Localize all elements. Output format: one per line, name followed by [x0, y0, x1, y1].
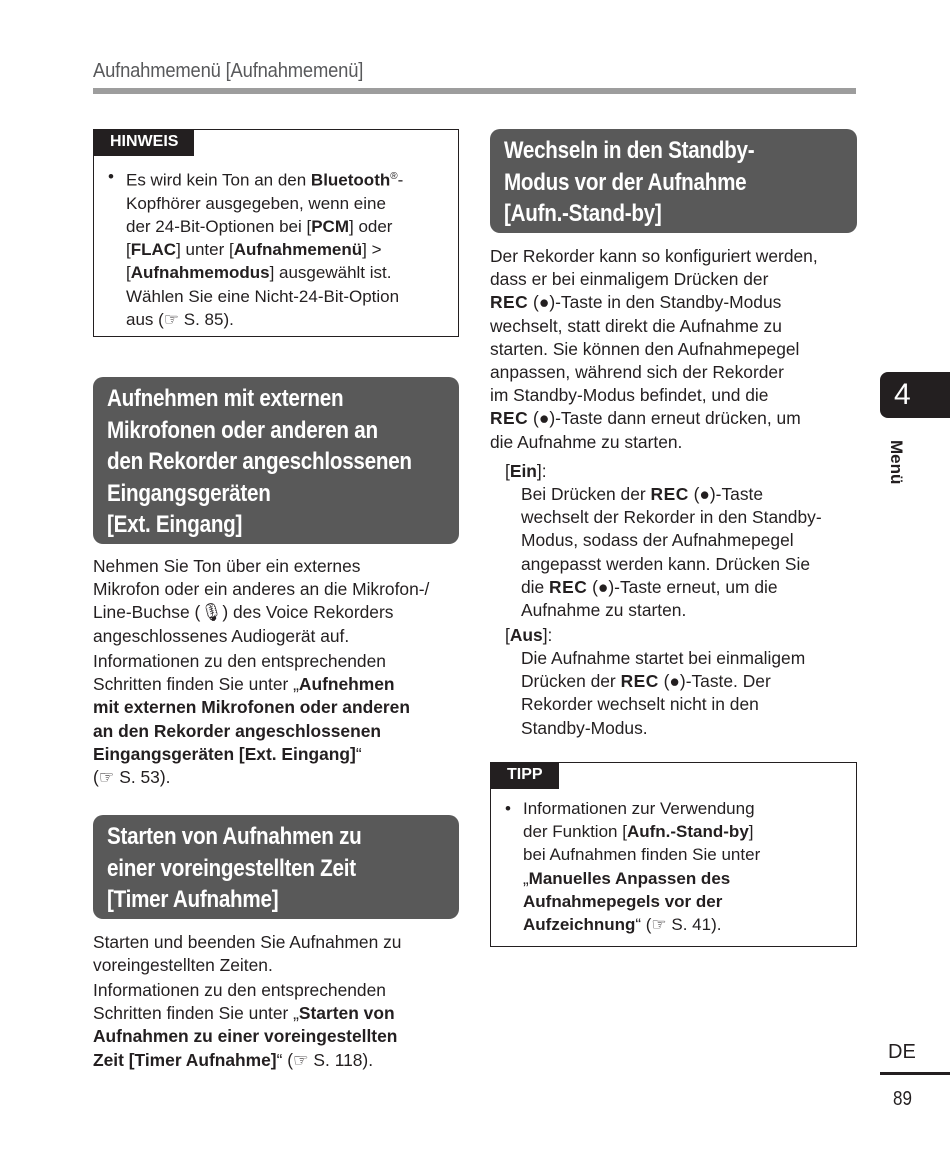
ext-paragraph-2: Informationen zu den entsprechenden Schritten finden Sie unter „Aufnehmen mit externen Mikrofonen oder anderen an den Rekorder angeschlossenen Eingangsgeräten [Ext. Eingang]“ (☞ S. 53). [93, 651, 410, 788]
header-rule [93, 88, 856, 94]
option-ein: [Ein]: [505, 461, 547, 481]
chapter-label: Menü [887, 440, 906, 485]
standby-intro: Der Rekorder kann so konfiguriert werden, dass er bei einmaligem Drücken der REC (●)-Taste in den Standby-Modus wechselt, statt direkt die Aufnahme zu starten. Sie können den Aufnahmepegel anpassen, während sich der Rekorder im Standby-Modus befindet, und die REC (●)-Taste dann erneut drücken, um die Aufnahme zu starten. [490, 246, 818, 452]
section-heading-ext-eingang: Aufnehmen mit externen Mikrofonen oder anderen an den Rekorder angeschlossenen Eingangsgeräten [Ext. Eingang] [93, 377, 459, 544]
ext-paragraph-1: Nehmen Sie Ton über ein externes Mikrofon oder ein anderes an die Mikrofon-/ Line-Buchse (🎙) des Voice Rekorders angeschlossenes Audiogerät auf. [93, 556, 430, 646]
hinweis-text: Es wird kein Ton an den Bluetooth®- Kopfhörer ausgegeben, wenn eine der 24-Bit-Optionen bei [PCM] oder [FLAC] unter [Aufnahmemenü] > [Aufnahmemodus] ausgewählt ist. Wählen Sie eine Nicht-24-Bit-Option aus (☞ S. 85). [126, 170, 404, 329]
timer-paragraph-2: Informationen zu den entsprechenden Schritten finden Sie unter „Starten von Aufnahmen zu einer voreingestellten Zeit [Timer Aufnahme]“ (☞ S. 118). [93, 980, 398, 1070]
option-ein-description: Bei Drücken der REC (●)-Taste wechselt der Rekorder in den Standby- Modus, sodass der Aufnahmepegel angepasst werden kann. Drücken Sie die REC (●)-Taste erneut, um die Aufnahme zu starten. [521, 484, 822, 621]
section-heading-timer-aufnahme: Starten von Aufnahmen zu einer voreingestellten Zeit [Timer Aufnahme] [93, 815, 459, 919]
section-heading-aufn-stand-by: Wechseln in den Standby- Modus vor der Aufnahme [Aufn.-Stand-by] [490, 129, 857, 233]
page-number: 89 [893, 1088, 912, 1110]
option-aus-description: Die Aufnahme startet bei einmaligem Drücken der REC (●)-Taste. Der Rekorder wechselt nicht in den Standby-Modus. [521, 648, 806, 738]
option-aus: [Aus]: [505, 625, 553, 645]
page-header-title: Aufnahmemenü [Aufnahmemenü] [93, 60, 364, 82]
chapter-tab: 4 [880, 372, 950, 418]
language-code: DE [888, 1041, 916, 1063]
language-rule [880, 1072, 950, 1075]
tipp-text: Informationen zur Verwendung der Funktion [Aufn.-Stand-by] bei Aufnahmen finden Sie unter „Manuelles Anpassen des Aufnahmepegels vor der Aufzeichnung“ (☞ S. 41). [523, 799, 761, 935]
hinweis-box [93, 129, 459, 337]
timer-paragraph-1: Starten und beenden Sie Aufnahmen zu voreingestellten Zeiten. [93, 932, 402, 976]
tipp-box [490, 762, 857, 947]
bullet-dot: • [505, 799, 511, 818]
bullet-dot: • [108, 167, 114, 186]
hinweis-label: HINWEIS [94, 130, 194, 156]
tipp-label: TIPP [491, 763, 559, 789]
